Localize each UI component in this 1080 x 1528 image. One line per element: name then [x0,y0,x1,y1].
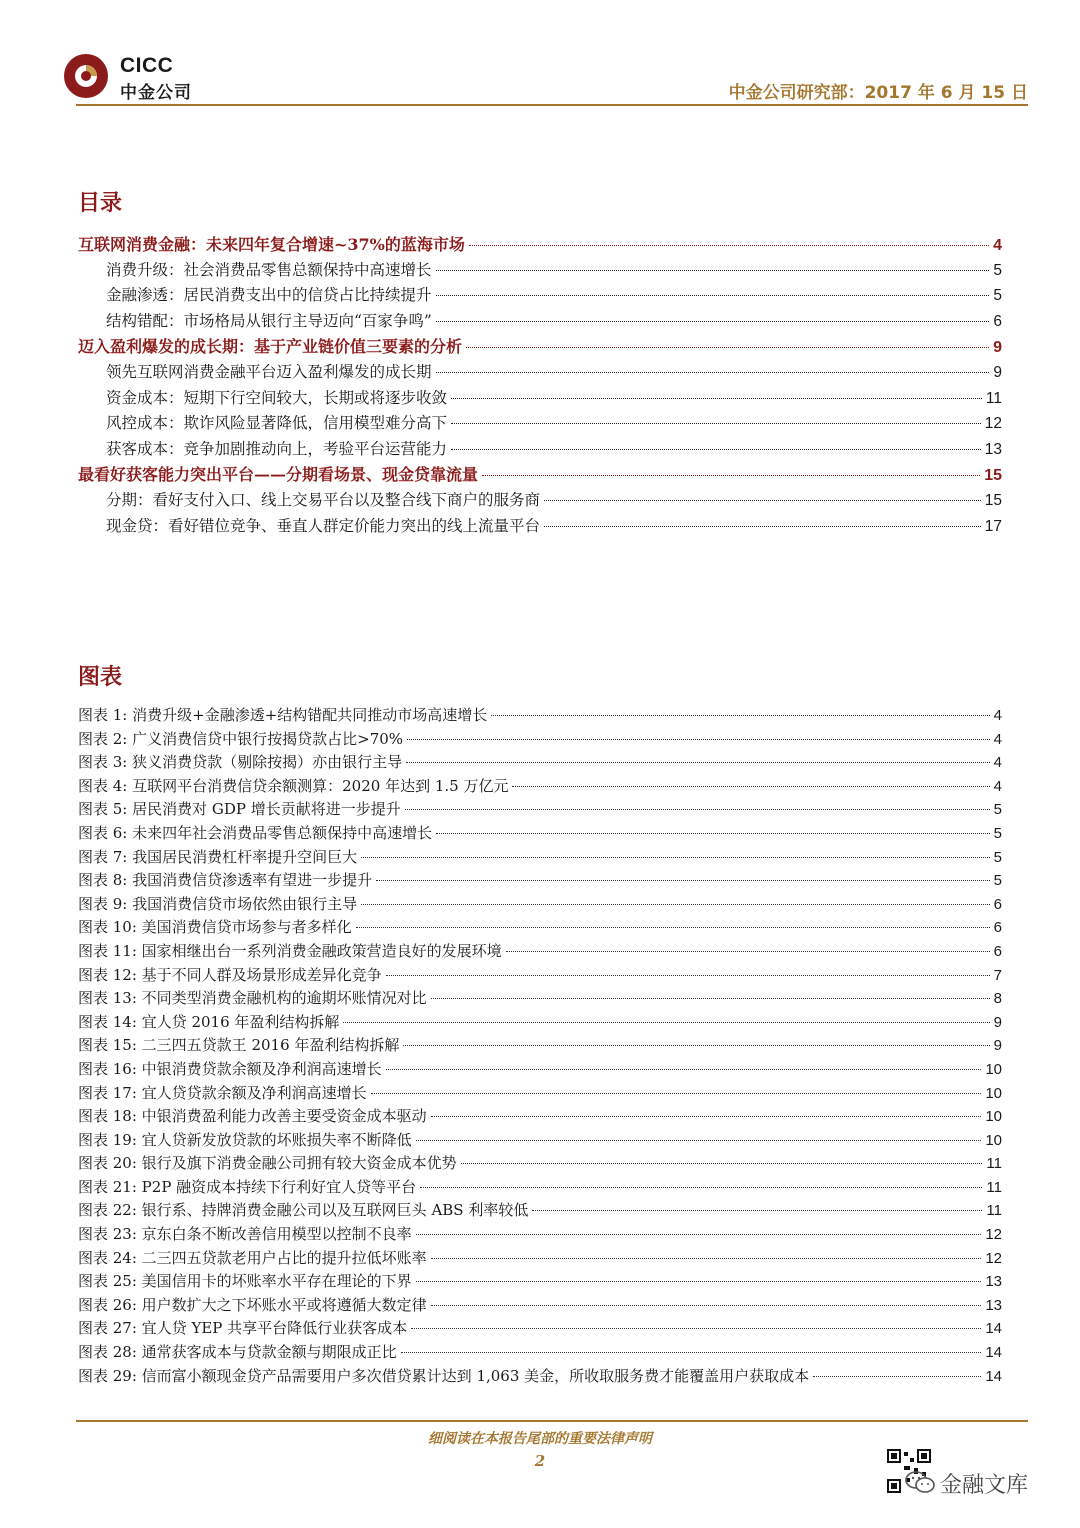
chart-entry-page: 14 [985,1367,1002,1385]
dot-leader [356,927,990,928]
chart-entry-label: 图表 20: 银行及旗下消费金融公司拥有较大资金成本优势 [78,1154,457,1173]
toc-entry-page: 13 [984,440,1002,458]
chart-entry-label: 图表 2: 广义消费信贷中银行按揭贷款占比>70% [78,729,404,748]
chart-entry-page: 11 [986,1178,1002,1196]
toc-entry-label: 最看好获客能力突出平台——分期看场景、现金贷靠流量 [78,465,479,485]
chart-entry-page: 4 [993,754,1002,772]
dot-leader [431,998,990,999]
toc-entry-label: 消费升级：社会消费品零售总额保持中高速增长 [106,260,432,279]
chart-list-entry[interactable] [78,1152,1002,1176]
chart-entry-page: 13 [985,1296,1002,1314]
dot-leader [544,500,981,501]
chart-entry-label: 图表 4: 互联网平台消费信贷余额测算：2020 年达到 1.5 万亿元 [78,776,509,795]
toc-entry-page: 5 [993,261,1002,279]
dot-leader [361,857,990,858]
chart-list-entry[interactable] [78,1365,1002,1389]
toc-entry-page: 9 [993,339,1002,357]
chart-entry-page: 5 [993,848,1002,866]
chart-list-entry[interactable] [78,1341,1002,1365]
chart-list-entry[interactable] [78,1199,1002,1223]
toc-entry-page: 6 [993,312,1002,330]
chart-list-entry[interactable] [78,1034,1002,1058]
toc-section-entry[interactable] [78,514,1002,540]
chart-entry-label: 图表 18: 中银消费盈利能力改善主要受资金成本驱动 [78,1107,427,1126]
dot-leader [403,1045,989,1046]
chart-entry-label: 图表 15: 二三四五贷款王 2016 年盈利结构拆解 [78,1036,400,1055]
chart-list-entry[interactable] [78,1105,1002,1129]
dot-leader [431,1116,982,1117]
cicc-logo-icon [62,52,110,100]
chart-entry-page: 11 [986,1155,1002,1173]
chart-list-entry[interactable] [78,916,1002,940]
chart-entry-page: 4 [993,777,1002,795]
toc-section-entry[interactable] [78,488,1002,514]
header-divider [76,104,1028,106]
chart-entry-page: 11 [986,1202,1002,1220]
logo-text-cn: 中金公司 [120,83,192,103]
toc-chapter-entry[interactable] [78,334,1002,360]
chart-entry-page: 8 [993,990,1002,1008]
chart-entry-page: 7 [993,966,1002,984]
chart-list-entry[interactable] [78,1247,1002,1271]
chart-entry-page: 14 [985,1344,1002,1362]
chart-entry-label: 图表 17: 宜人贷贷款余额及净利润高速增长 [78,1083,367,1102]
chart-entry-page: 9 [993,1037,1002,1055]
chart-list-entry[interactable] [78,728,1002,752]
page-number: 2 [534,1452,546,1470]
toc-entry-label: 金融渗透：居民消费支出中的信贷占比持续提升 [106,286,432,305]
toc-entry-label: 风控成本：欺诈风险显著降低，信用模型难分高下 [106,414,448,433]
toc-entry-label: 领先互联网消费金融平台迈入盈利爆发的成长期 [106,362,432,381]
dot-leader [405,809,990,810]
dot-leader [451,398,982,399]
chart-entry-label: 图表 27: 宜人贷 YEP 共享平台降低行业获客成本 [78,1319,408,1338]
chart-entry-label: 图表 29: 信而富小额现金贷产品需要用户多次借贷累计达到 1,063 美金，所收取服务费才能覆盖用户获取成本 [78,1366,810,1385]
chart-list-entry[interactable] [78,1223,1002,1247]
dot-leader [436,270,990,271]
chart-entry-label: 图表 19: 宜人贷新发放贷款的坏账损失率不断降低 [78,1130,412,1149]
toc-entry-page: 4 [993,237,1002,254]
chart-list-entry[interactable] [78,987,1002,1011]
chart-entry-label: 图表 10: 美国消费信贷市场参与者多样化 [78,918,352,937]
chart-entry-page: 6 [993,919,1002,937]
toc-entry-page: 17 [984,517,1002,535]
chart-entry-label: 图表 7: 我国居民消费杠杆率提升空间巨大 [78,847,358,866]
chart-entry-page: 12 [985,1226,1002,1244]
chart-entry-label: 图表 24: 二三四五贷款老用户占比的提升拉低坏账率 [78,1248,427,1267]
chart-entry-page: 5 [993,824,1002,842]
chart-entry-label: 图表 14: 宜人贷 2016 年盈利结构拆解 [78,1012,340,1031]
toc-section-entry[interactable] [78,258,1002,284]
chart-list-entry[interactable] [78,798,1002,822]
toc-title: 目录 [78,191,123,216]
dot-leader [544,526,981,527]
chart-list-entry[interactable] [78,1317,1002,1341]
dot-leader [416,1234,982,1235]
chart-entry-page: 13 [985,1273,1002,1291]
chart-list-entry[interactable] [78,775,1002,799]
chart-list-entry[interactable] [78,869,1002,893]
toc-chapter-entry[interactable] [78,462,1002,488]
toc-entry-label: 获客成本：竞争加剧推动向上，考验平台运营能力 [106,439,448,458]
dot-leader [411,1328,981,1329]
chart-entry-label: 图表 3: 狭义消费贷款（剔除按揭）亦由银行主导 [78,753,403,772]
dot-leader [451,449,981,450]
wechat-icon [904,1470,936,1494]
dot-leader [512,786,989,787]
chart-entry-page: 6 [993,942,1002,960]
dot-leader [466,347,989,348]
chart-list-entry[interactable] [78,1082,1002,1106]
chart-entry-label: 图表 1: 消费升级+金融渗透+结构错配共同推动市场高速增长 [78,706,488,724]
dot-leader [416,1140,982,1141]
dot-leader [420,1187,982,1188]
dot-leader [436,372,990,373]
dot-leader [532,1210,982,1211]
dot-leader [361,904,990,905]
chart-entry-page: 10 [985,1084,1002,1102]
charts-list [78,704,1002,1388]
chart-list-entry[interactable] [78,940,1002,964]
dot-leader [436,295,990,296]
toc-section-entry[interactable] [78,437,1002,463]
dot-leader [813,1376,981,1377]
dot-leader [386,1069,982,1070]
toc-entry-label: 现金贷：看好错位竞争、垂直人群定价能力突出的线上流量平台 [106,516,541,535]
chart-entry-page: 10 [985,1108,1002,1126]
report-date: 中金公司研究部：2017 年 6 月 15 日 [728,83,1028,103]
dot-leader [469,245,989,246]
chart-entry-page: 14 [985,1320,1002,1338]
toc-entry-page: 11 [985,389,1002,407]
company-logo [62,52,222,112]
chart-entry-label: 图表 28: 通常获客成本与贷款金额与期限成正比 [78,1343,397,1362]
chart-entry-label: 图表 13: 不同类型消费金融机构的逾期坏账情况对比 [78,989,427,1008]
chart-entry-label: 图表 22: 银行系、持牌消费金融公司以及互联网巨头 ABS 利率较低 [78,1201,529,1220]
table-of-contents [78,232,1002,539]
dot-leader [436,833,990,834]
chart-list-entry[interactable] [78,751,1002,775]
chart-list-entry[interactable] [78,1011,1002,1035]
chart-entry-label: 图表 23: 京东白条不断改善信用模型以控制不良率 [78,1225,412,1244]
toc-entry-page: 15 [984,491,1002,509]
chart-list-entry[interactable] [78,822,1002,846]
dot-leader [506,951,990,952]
chart-entry-page: 6 [993,895,1002,913]
dot-leader [371,1093,982,1094]
chart-entry-label: 图表 16: 中银消费贷款余额及净利润高速增长 [78,1059,382,1078]
dot-leader [482,475,980,476]
dot-leader [406,762,990,763]
toc-section-entry[interactable] [78,386,1002,412]
toc-entry-page: 9 [993,363,1002,381]
toc-entry-page: 15 [984,467,1002,485]
chart-entry-page: 4 [993,707,1002,724]
chart-entry-page: 12 [985,1249,1002,1267]
watermark-text: 金融文库 [940,1473,1029,1498]
dot-leader [343,1022,989,1023]
chart-entry-page: 9 [993,1013,1002,1031]
toc-chapter-entry[interactable] [78,232,1002,258]
chart-list-entry[interactable] [78,964,1002,988]
toc-entry-label: 互联网消费金融：未来四年复合增速~37%的蓝海市场 [78,235,465,254]
chart-list-entry[interactable] [78,1058,1002,1082]
toc-entry-label: 分期：看好支付入口、线上交易平台以及整合线下商户的服务商 [106,490,541,509]
chart-entry-label: 图表 5: 居民消费对 GDP 增长贡献将进一步提升 [78,800,401,819]
dot-leader [386,975,990,976]
chart-list-entry[interactable] [78,1294,1002,1318]
chart-entry-page: 4 [993,730,1002,748]
chart-list-entry[interactable] [78,1270,1002,1294]
logo-text-en: CICC [120,54,174,77]
toc-entry-label: 资金成本：短期下行空间较大，长期或将逐步收敛 [106,388,448,407]
chart-entry-label: 图表 26: 用户数扩大之下坏账水平或将遵循大数定律 [78,1295,427,1314]
toc-section-entry[interactable] [78,360,1002,386]
chart-list-entry[interactable] [78,846,1002,870]
toc-entry-label: 迈入盈利爆发的成长期：基于产业链价值三要素的分析 [78,337,463,357]
dot-leader [461,1163,983,1164]
chart-entry-label: 图表 12: 基于不同人群及场景形成差异化竞争 [78,965,382,984]
dot-leader [407,739,990,740]
chart-entry-page: 10 [985,1060,1002,1078]
chart-entry-page: 5 [993,872,1002,890]
chart-entry-page: 5 [993,801,1002,819]
legal-notice: 细阅读在本报告尾部的重要法律声明 [428,1431,652,1447]
dot-leader [431,1258,982,1259]
dot-leader [401,1352,982,1353]
dot-leader [431,1305,982,1306]
footer-divider [76,1420,1028,1422]
dot-leader [451,423,981,424]
chart-list-entry[interactable] [78,704,1002,728]
chart-entry-label: 图表 21: P2P 融资成本持续下行利好宜人贷等平台 [78,1177,417,1196]
charts-title: 图表 [78,665,123,690]
dot-leader [416,1281,982,1282]
toc-section-entry[interactable] [78,411,1002,437]
toc-entry-page: 12 [984,415,1002,433]
dot-leader [376,880,990,881]
chart-list-entry[interactable] [78,1176,1002,1200]
chart-entry-label: 图表 8: 我国消费信贷渗透率有望进一步提升 [78,871,373,890]
toc-section-entry[interactable] [78,309,1002,335]
toc-entry-page: 5 [993,287,1002,305]
chart-entry-label: 图表 6: 未来四年社会消费品零售总额保持中高速增长 [78,823,433,842]
chart-entry-label: 图表 11: 国家相继出台一系列消费金融政策营造良好的发展环境 [78,941,502,960]
chart-list-entry[interactable] [78,893,1002,917]
dot-leader [491,715,989,716]
toc-section-entry[interactable] [78,283,1002,309]
dot-leader [436,321,990,322]
chart-entry-page: 10 [985,1131,1002,1149]
toc-entry-label: 结构错配：市场格局从银行主导迈向“百家争鸣” [106,311,432,330]
chart-list-entry[interactable] [78,1129,1002,1153]
chart-entry-label: 图表 9: 我国消费信贷市场依然由银行主导 [78,894,358,913]
chart-entry-label: 图表 25: 美国信用卡的坏账率水平存在理论的下界 [78,1272,412,1291]
